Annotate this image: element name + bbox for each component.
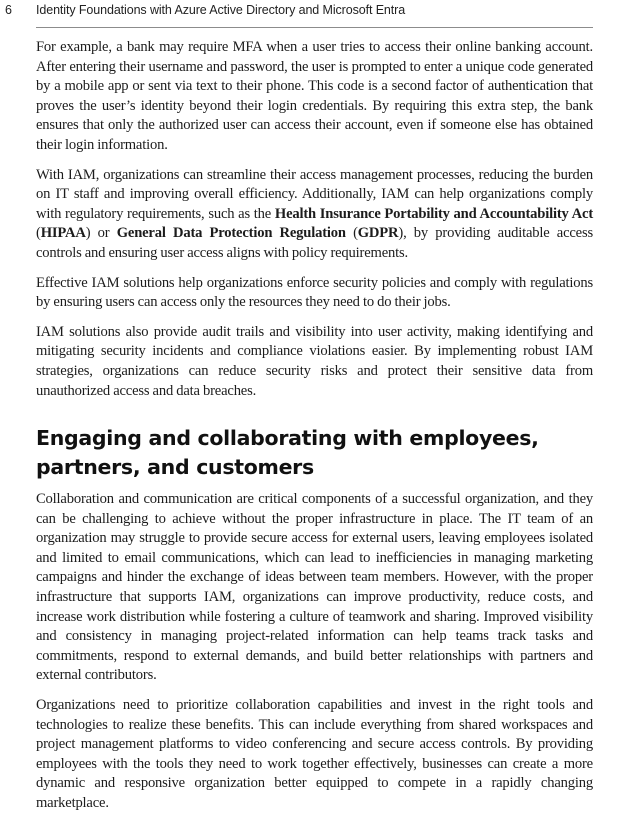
term-gdpr-full: General Data Protection Regulation: [116, 225, 346, 242]
page-number: 6: [5, 3, 12, 17]
paragraph-prioritize-collaboration: Organizations need to prioritize collaboration capabilities and invest in the right tools and technologies to realize these benefits. This can include everything from shared workspaces and project management platforms to video conferencing and secure access controls. By providing employees with the tools they need to work together effectively, businesses can create a more dynamic and responsive organization better equipped to compete in a rapidly changing marketplace.: [36, 697, 593, 811]
text-run: With IAM, organizations can streamline their access management processes, reducing the burden on IT staff and improving overall efficiency. Additionally, IAM can help organizations comply with regulatory requirements, such as the: [36, 166, 593, 222]
text-run: ), by providing auditable access controls and ensuring user access aligns with policy requirements.: [36, 225, 593, 261]
section-heading: Engaging and collaborating with employees, partners, and customers: [36, 426, 539, 479]
running-header: [0, 0, 622, 30]
paragraph-audit-trails: IAM solutions also provide audit trails and visibility into user activity, making identifying and mitigating security incidents and compliance violations easier. By implementing robust IAM strategies, organizations can reduce security risks and protect their sensitive data from unauthorized access and data breaches.: [36, 323, 593, 399]
running-title: Identity Foundations with Azure Active Directory and Microsoft Entra: [36, 3, 406, 17]
text-run: (: [36, 225, 41, 242]
term-hipaa-full: Health Insurance Portability and Accountability Act: [274, 205, 593, 222]
page-content: [36, 38, 593, 824]
text-run: ) or: [85, 225, 117, 242]
term-gdpr-acronym: GDPR: [357, 225, 399, 242]
term-hipaa-acronym: HIPAA: [40, 225, 86, 242]
text-run: (: [345, 225, 358, 242]
paragraph-mfa-example: For example, a bank may require MFA when a user tries to access their online banking account. After entering their username and password, the user is prompted to enter a unique code generated by a mobile app or sent via text to their phone. This code is a second factor of authentication that proves the user’s identity beyond their login credentials. By requiring this extra step, the bank ensures that only the authorized user can access their account, even if someone else has obtained their login information.: [36, 39, 593, 153]
header-divider: [36, 27, 593, 28]
paragraph-effective-iam: Effective IAM solutions help organizations enforce security policies and comply with regulations by ensuring users can access only the resources they need to do their jobs.: [36, 274, 593, 311]
paragraph-collaboration: Collaboration and communication are critical components of a successful organization, and they can be challenging to achieve without the proper infrastructure in place. The IT team of an organization may struggle to provide secure access for external users, leaving employees isolated and limited to email communications, which can lead to inefficiencies in managing marketing campaigns and hinder the exchange of ideas between team members. However, with the proper infrastructure that supports IAM, organizations can improve productivity, reduce costs, and increase work distribution while fostering a culture of teamwork and sharing. Improved visibility and consistency in managing project-related information can help teams track tasks and commitments, respond to external demands, and build better relationships with partners and external contributors.: [36, 491, 593, 684]
paragraph-iam-compliance: [36, 166, 593, 264]
